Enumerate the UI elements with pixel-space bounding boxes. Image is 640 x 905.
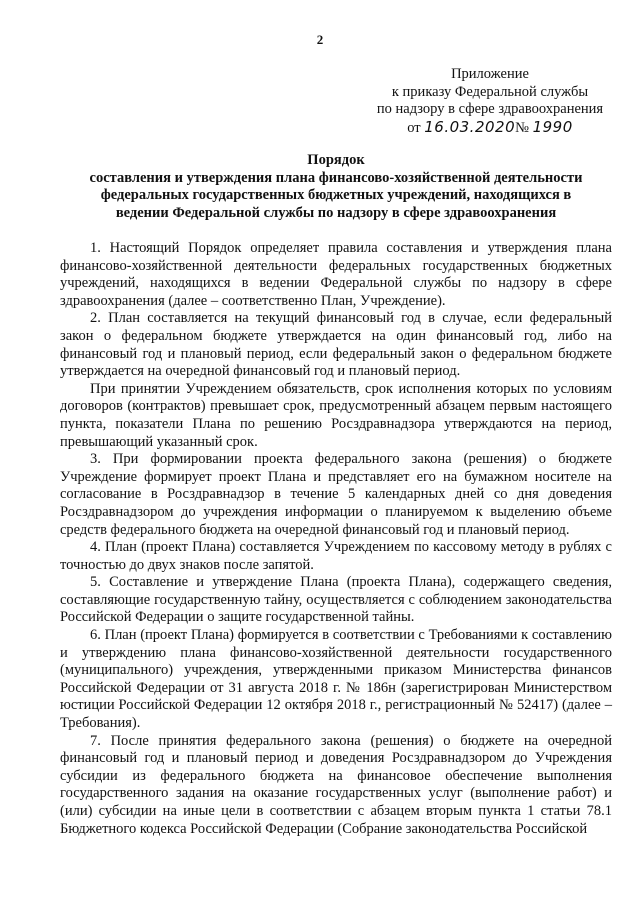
paragraph-7: 7. После принятия федерального закона (решения) о бюджете на очередной финансовый год и плановый период и доведения Росздравнадзором до Учреждения субсидии из федерального бюджета на финансовое обеспечение выполнения государственного задания на оказание государственных услуг (выполнение работ) и (или) субсидии на иные цели в соответствии с абзацем вторым пункта 1 статьи 78.1 Бюджетного кодекса Российской Федерации (Собрание законодательства Российской — [60, 732, 612, 837]
title-line-1: Порядок — [307, 152, 365, 168]
paragraph-4: 4. План (проект Плана) составляется Учреждением по кассовому методу в рублях с точностью до двух знаков после запятой. — [60, 539, 612, 573]
paragraph-6: 6. План (проект Плана) формируется в соответствии с Требованиями к составлению и утверждению плана финансово-хозяйственной деятельности государственного (муниципального) учреждения, утвержденными приказом Министерства финансов Российской Федерации от 31 августа 2018 г. № 186н (зарегистрирован Министерством юстиции Российской Федерации 12 октября 2018 г., регистрационный № 52417) (далее – Требования). — [60, 627, 612, 732]
handwritten-date: 16.03.2020 — [424, 117, 516, 136]
paragraph-1: 1. Настоящий Порядок определяет правила составления и утверждения плана финансово-хозяйственной деятельности федеральных государственных бюджетных учреждений, находящихся в ведении Федеральной службы по надзору в сфере здравоохранения (далее – соответственно План, Учреждение). — [60, 240, 612, 309]
handwritten-number: 1990 — [532, 117, 573, 136]
annex-title: Приложение — [451, 66, 529, 82]
paragraph-5: 5. Составление и утверждение Плана (проекта Плана), содержащего сведения, составляющие государственную тайну, осуществляется с соблюдением законодательства Российской Федерации о защите государственной тайны. — [60, 574, 612, 626]
annex-block — [370, 66, 610, 137]
annex-agency: по надзору в сфере здравоохранения — [376, 101, 604, 117]
annex-order-ref: к приказу Федеральной службы — [391, 83, 589, 100]
page-number: 2 — [316, 32, 324, 47]
title-line-2: составления и утверждения плана финансово-хозяйственной деятельности — [89, 169, 583, 186]
paragraph-3: 3. При формировании проекта федерального закона (решения) о бюджете Учреждение формирует проект Плана и представляет его на бумажном носителе на согласование в Росздравнадзор в течение 5 календарных дней со дня доведения Росздравнадзором до учреждения информации о планируемом к выделению объеме средств федерального бюджета на очередной финансовый год и плановый период. — [60, 451, 612, 538]
paragraph-2: 2. План составляется на текущий финансовый год в случае, если федеральный закон о федеральном бюджете утверждается на один финансовый год, либо на финансовый год и плановый период, если федеральный закон о федеральном бюджете утверждается на очередной финансовый год и плановый период. — [60, 310, 612, 380]
paragraph-2-subparagraph: При принятии Учреждением обязательств, срок исполнения которых по условиям договоров (контрактов) превышает срок, предусмотренный абзацем первым настоящего пункта, показатели Плана по решению Росздравнадзора утверждаются на период, превышающий указанный срок. — [60, 380, 612, 450]
annex-date-line — [370, 119, 610, 138]
annex-date-prefix: от — [407, 119, 421, 136]
document-body — [60, 240, 612, 838]
document-title — [60, 152, 612, 222]
title-line-3: федеральных государственных бюджетных учреждений, находящихся в — [100, 187, 572, 203]
annex-number-sign: № — [515, 119, 529, 136]
title-line-4: ведении Федеральной службы по надзору в сфере здравоохранения — [115, 204, 557, 221]
